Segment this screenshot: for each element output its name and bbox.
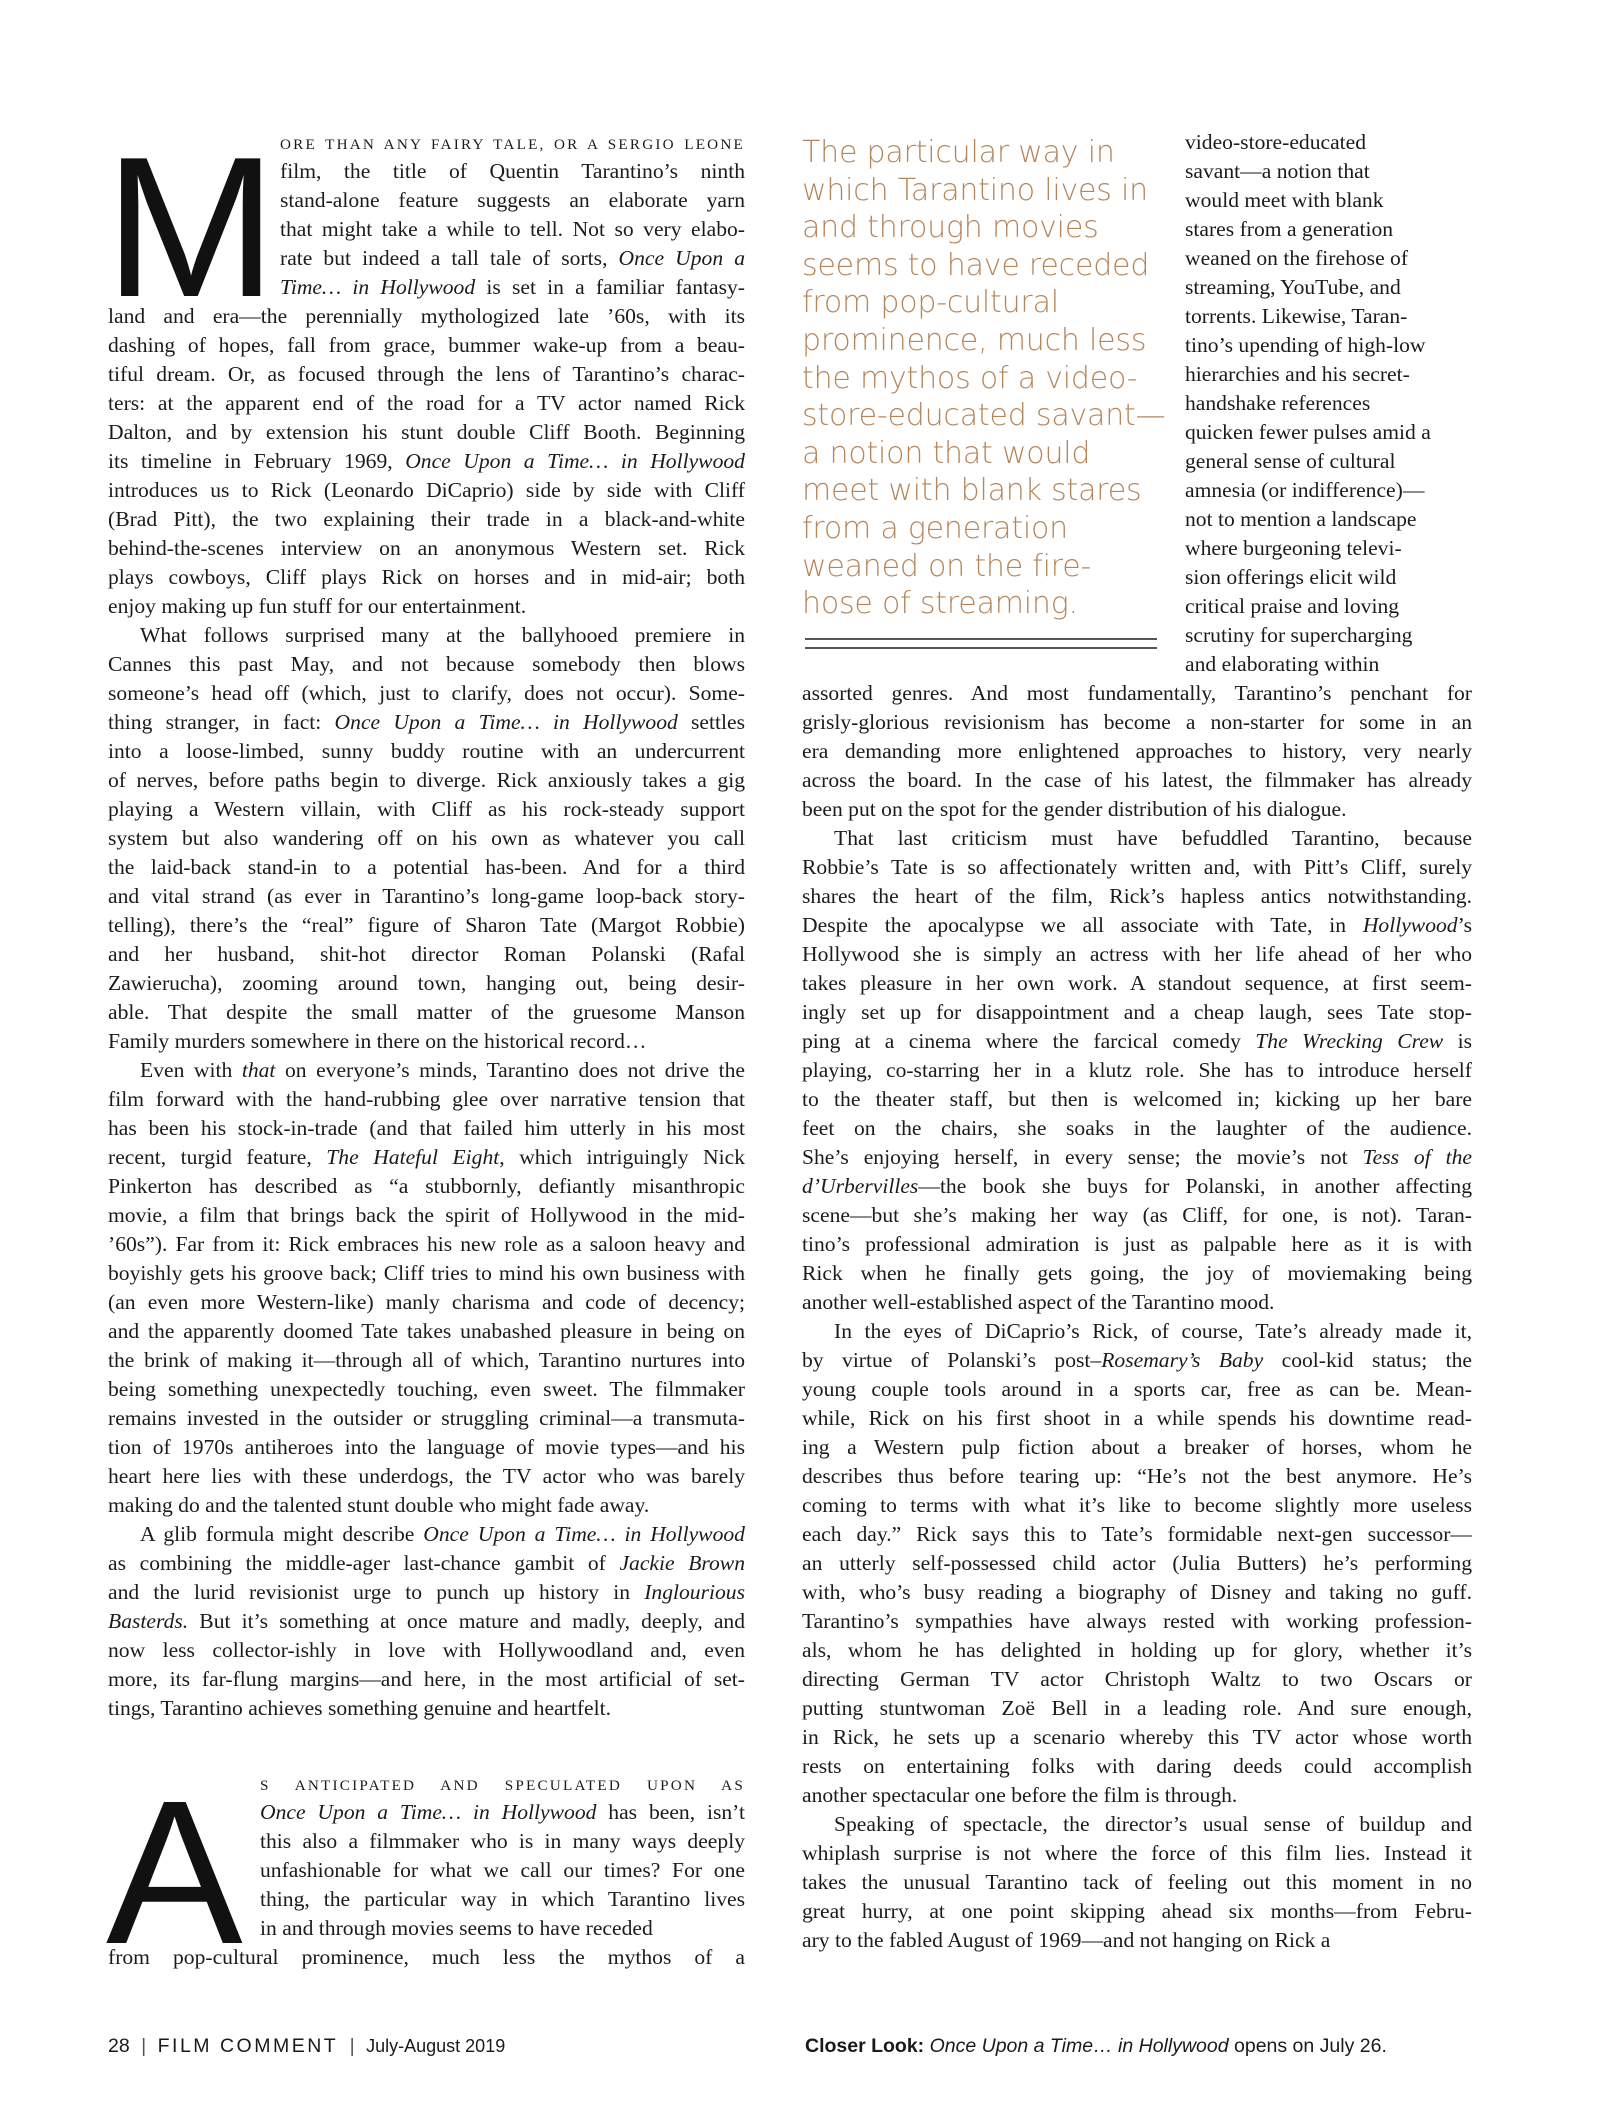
body-line: tion of 1970s antiheroes into the language of movie types—and his [108, 1435, 745, 1459]
pull-quote-line: and through movies [802, 210, 1099, 246]
body-line: ORE THAN ANY FAIRY TALE, OR A SERGIO LEONE [280, 136, 745, 153]
footer-separator: | [141, 2035, 147, 2057]
body-line: d’Urbervilles—the book she buys for Polanski, in another affecting [802, 1174, 1472, 1198]
body-line: savant—a notion that [1185, 159, 1370, 183]
body-line: Dalton, and by extension his stunt double Cliff Booth. Beginning [108, 420, 745, 444]
pull-quote-line: seems to have receded [802, 247, 1150, 283]
pull-quote-rule [805, 647, 1157, 649]
body-line: Speaking of spectacle, the director’s usual sense of buildup and [834, 1812, 1472, 1836]
pull-quote-line: weaned on the fire- [802, 548, 1092, 584]
body-line: ingly set up for disappointment and a cheap laugh, sees Tate stop- [802, 1000, 1472, 1024]
body-line: rests on entertaining folks with daring deeds could accomplish [802, 1754, 1472, 1778]
body-line: tiful dream. Or, as focused through the lens of Tarantino’s charac- [108, 362, 745, 386]
body-line: grisly-glorious revisionism has become a non-starter for some in an [802, 710, 1472, 734]
body-line: tino’s professional admiration is just as palpable here as it is with [802, 1232, 1472, 1256]
body-line: not to mention a landscape [1185, 507, 1417, 531]
closer-look-title: Once Upon a Time… in Hollywood [929, 2035, 1229, 2057]
body-line: able. That despite the small matter of the gruesome Manson [108, 1000, 745, 1024]
body-line: ters: at the apparent end of the road for a TV actor named Rick [108, 391, 745, 415]
body-line: movie, a film that brings back the spirit of Hollywood in the mid- [108, 1203, 745, 1227]
body-line: That last criticism must have befuddled Tarantino, because [834, 826, 1472, 850]
body-line: the brink of making it—through all of which, Tarantino nurtures into [108, 1348, 745, 1372]
body-line: takes pleasure in her own work. A standout sequence, at first seem- [802, 971, 1472, 995]
body-line: ’60s”). Far from it: Rick embraces his new role as a saloon heavy and [108, 1232, 745, 1256]
body-line: feet on the chairs, she soaks in the laughter of the audience. [802, 1116, 1472, 1140]
body-line: Robbie’s Tate is so affectionately written and, with Pitt’s Cliff, surely [802, 855, 1472, 879]
body-line: shares the heart of the film, Rick’s hapless antics notwithstanding. [802, 884, 1472, 908]
closer-look-text: opens on July 26. [1234, 2035, 1387, 2057]
pull-quote-line: the mythos of a video- [802, 360, 1138, 396]
pull-quote-line: prominence, much less [802, 322, 1147, 358]
body-line: era demanding more enlightened approaches to history, very nearly [802, 739, 1472, 763]
body-line: hierarchies and his secret- [1185, 362, 1410, 386]
body-line: stares from a generation [1185, 217, 1394, 241]
body-line: and elaborating within [1185, 652, 1380, 676]
body-line: been put on the spot for the gender distribution of his dialogue. [802, 797, 1347, 821]
body-line: torrents. Likewise, Taran- [1185, 304, 1408, 328]
body-line: film forward with the hand-rubbing glee over narrative tension that [108, 1087, 745, 1111]
body-line: scene—but she’s making her way (as Cliff, for one, is not). Taran- [802, 1203, 1472, 1227]
body-line: amnesia (or indifference)— [1185, 478, 1425, 502]
body-line: thing stranger, in fact: Once Upon a Time… in Hollywood settles [108, 710, 745, 734]
body-line: Zawierucha), zooming around town, hanging out, being desir- [108, 971, 745, 995]
closer-look-label: Closer Look: [805, 2035, 925, 2057]
pull-quote [802, 134, 1166, 623]
body-line: Family murders somewhere in there on the historical record… [108, 1029, 647, 1053]
body-line: great hurry, at one point skipping ahead six months—from Febru- [802, 1899, 1472, 1923]
body-line: Tarantino’s sympathies have always rested with working profession- [802, 1609, 1472, 1633]
body-line: Hollywood she is simply an actress with her life ahead of her who [802, 942, 1472, 966]
body-line: while, Rick on his first shoot in a while spends his downtime read- [802, 1406, 1472, 1430]
body-line: coming to terms with what it’s like to become slightly more useless [802, 1493, 1472, 1517]
body-line: ary to the fabled August of 1969—and not hanging on Rick a [802, 1928, 1331, 1952]
body-line: remains invested in the outsider or struggling criminal—a transmuta- [108, 1406, 745, 1430]
body-line: scrutiny for supercharging [1185, 623, 1413, 647]
body-line: into a loose-limbed, sunny buddy routine with an undercurrent [108, 739, 745, 763]
body-line: general sense of cultural [1185, 449, 1396, 473]
body-line: with, who’s busy reading a biography of Disney and taking no guff. [802, 1580, 1472, 1604]
pull-quote-line: from pop-cultural [802, 285, 1059, 321]
body-line: someone’s head off (which, just to clarify, does not occur). Some- [108, 681, 745, 705]
body-line: video-store-educated [1185, 130, 1367, 154]
pull-quote-line: a notion that would [802, 435, 1091, 471]
pull-quote-line: which Tarantino lives in [802, 172, 1149, 208]
body-line: now less collector-ishly in love with Hollywoodland and, even [108, 1638, 745, 1662]
pull-quote-line: hose of streaming. [802, 586, 1078, 622]
body-line: rate but indeed a tall tale of sorts, Once Upon a [280, 246, 745, 270]
body-line: Pinkerton has described as “a stubbornly, defiantly misanthropic [108, 1174, 745, 1198]
body-line: where burgeoning televi- [1185, 536, 1402, 560]
body-line: system but also wandering off on his own as whatever you call [108, 826, 745, 850]
body-line: als, whom he has delighted in holding up for glory, whether it’s [802, 1638, 1472, 1662]
body-line: ing a Western pulp fiction about a breaker of horses, whom he [802, 1435, 1472, 1459]
body-line: that might take a while to tell. Not so very elabo- [280, 217, 745, 241]
pull-quote-line: store-educated savant— [802, 398, 1166, 434]
body-line: as combining the middle-ager last-chance gambit of Jackie Brown [108, 1551, 745, 1575]
body-line: land and era—the perennially mythologized late ’60s, with its [108, 304, 745, 328]
body-line: directing German TV actor Christoph Waltz to two Oscars or [802, 1667, 1472, 1691]
body-line: and vital strand (as ever in Tarantino’s long-game loop-back story- [108, 884, 745, 908]
body-line: another spectacular one before the film is through. [802, 1783, 1238, 1807]
body-line: would meet with blank [1185, 188, 1384, 212]
body-line: weaned on the firehose of [1185, 246, 1409, 270]
body-line: and her husband, shit-hot director Roman Polanski (Rafal [108, 942, 745, 966]
footer-separator: | [349, 2035, 355, 2057]
body-line: critical praise and loving [1185, 594, 1400, 618]
body-line: S ANTICIPATED AND SPECULATED UPON AS [260, 1777, 745, 1794]
body-line: introduces us to Rick (Leonardo DiCaprio) side by side with Cliff [108, 478, 745, 502]
body-line: an utterly self-possessed child actor (Julia Butters) he’s performing [802, 1551, 1472, 1575]
body-line: She’s enjoying herself, in every sense; the movie’s not Tess of the [802, 1145, 1472, 1169]
issue-date: July-August 2019 [366, 2036, 506, 2056]
body-line: playing, co-starring her in a klutz role. She has to introduce herself [802, 1058, 1472, 1082]
body-line: unfashionable for what we call our times? For one [260, 1858, 745, 1882]
body-line: boyishly gets his groove back; Cliff tries to mind his own business with [108, 1261, 745, 1285]
body-line: playing a Western villain, with Cliff as his rock-steady support [108, 797, 745, 821]
body-line: Even with that on everyone’s minds, Tarantino does not drive the [140, 1058, 745, 1082]
body-line: from pop-cultural prominence, much less the mythos of a [108, 1945, 745, 1969]
drop-cap-a: A [106, 1758, 243, 1987]
body-line: each day.” Rick says this to Tate’s formidable next-gen successor— [802, 1522, 1472, 1546]
pull-quote-line: from a generation [802, 510, 1068, 546]
body-line: by virtue of Polanski’s post–Rosemary’s Baby cool-kid status; the [802, 1348, 1472, 1372]
body-line: making do and the talented stunt double who might fade away. [108, 1493, 650, 1517]
body-line: Basterds. But it’s something at once mature and madly, deeply, and [108, 1609, 745, 1633]
body-line: takes the unusual Tarantino tack of feeling out this moment in no [802, 1870, 1472, 1894]
body-line: A glib formula might describe Once Upon a Time… in Hollywood [140, 1522, 745, 1546]
body-line: of nerves, before paths begin to diverge. Rick anxiously takes a gig [108, 768, 745, 792]
body-line: has been his stock-in-trade (and that failed him utterly in his most [108, 1116, 745, 1140]
body-line: stand-alone feature suggests an elaborate yarn [280, 188, 745, 212]
body-line: more, its far-flung margins—and here, in the most artificial of set- [108, 1667, 745, 1691]
body-line: streaming, YouTube, and [1185, 275, 1401, 299]
body-line: (Brad Pitt), the two explaining their trade in a black-and-white [108, 507, 745, 531]
body-line: describes thus before tearing up: “He’s not the best anymore. He’s [802, 1464, 1472, 1488]
body-line: In the eyes of DiCaprio’s Rick, of course, Tate’s already made it, [834, 1319, 1472, 1343]
body-line: ping at a cinema where the farcical comedy The Wrecking Crew is [802, 1029, 1472, 1053]
pull-quote-rule [805, 638, 1157, 640]
body-line: Rick when he finally gets going, the joy of moviemaking being [802, 1261, 1472, 1285]
body-line: and the apparently doomed Tate takes unabashed pleasure in being on [108, 1319, 745, 1343]
body-line: tino’s upending of high-low [1185, 333, 1426, 357]
page-number: 28 [108, 2035, 130, 2057]
body-line: behind-the-scenes interview on an anonymous Western set. Rick [108, 536, 745, 560]
page-footer-right [805, 2035, 1387, 2058]
body-line: across the board. In the case of his latest, the filmmaker has already [802, 768, 1472, 792]
body-line: its timeline in February 1969, Once Upon a Time… in Hollywood [108, 449, 745, 473]
body-line: Time… in Hollywood is set in a familiar fantasy- [280, 275, 745, 299]
body-line: plays cowboys, Cliff plays Rick on horses and in mid-air; both [108, 565, 745, 589]
body-line: in Rick, he sets up a scenario whereby this TV actor whose worth [802, 1725, 1472, 1749]
body-line: and the lurid revisionist urge to punch up history in Inglourious [108, 1580, 745, 1604]
body-line: film, the title of Quentin Tarantino’s ninth [280, 159, 745, 183]
body-line: telling), there’s the “real” figure of Sharon Tate (Margot Robbie) [108, 913, 745, 937]
body-line: thing, the particular way in which Tarantino lives [260, 1887, 745, 1911]
body-line: dashing of hopes, fall from grace, bummer wake-up from a beau- [108, 333, 745, 357]
body-line: handshake references [1185, 391, 1371, 415]
body-line: this also a filmmaker who is in many ways deeply [260, 1829, 745, 1853]
page-footer-left [108, 2035, 505, 2058]
body-line: tings, Tarantino achieves something genuine and heartfelt. [108, 1696, 611, 1720]
body-line: whiplash surprise is not where the force of this film lies. Instead it [802, 1841, 1472, 1865]
publication-name: FILM COMMENT [157, 2035, 339, 2057]
body-line: heart here lies with these underdogs, the TV actor who was barely [108, 1464, 745, 1488]
body-line: assorted genres. And most fundamentally, Tarantino’s penchant for [802, 681, 1472, 705]
body-line: young couple tools around in a sports car, free as can be. Mean- [802, 1377, 1472, 1401]
body-line: quicken fewer pulses amid a [1185, 420, 1431, 444]
pull-quote-line: meet with blank stares [802, 473, 1142, 509]
body-line: Cannes this past May, and not because somebody then blows [108, 652, 745, 676]
body-line: another well-established aspect of the Tarantino mood. [802, 1290, 1275, 1314]
body-line: Despite the apocalypse we all associate with Tate, in Hollywood’s [802, 913, 1472, 937]
body-line: in and through movies seems to have receded [260, 1916, 653, 1940]
body-line: to the theater staff, but then is welcomed in; kicking up her bare [802, 1087, 1472, 1111]
body-line: enjoy making up fun stuff for our entertainment. [108, 594, 527, 618]
body-line: sion offerings elicit wild [1185, 565, 1397, 589]
body-line: the laid-back stand-in to a potential has-been. And for a third [108, 855, 745, 879]
body-line: (an even more Western-like) manly charisma and code of decency; [108, 1290, 745, 1314]
body-line: What follows surprised many at the ballyhooed premiere in [140, 623, 745, 647]
body-line: Once Upon a Time… in Hollywood has been, isn’t [260, 1800, 745, 1824]
pull-quote-line: The particular way in [802, 135, 1115, 170]
body-line: being something unexpectedly touching, even sweet. The filmmaker [108, 1377, 745, 1401]
body-line: recent, turgid feature, The Hateful Eight, which intriguingly Nick [108, 1145, 745, 1169]
drop-cap-m: M [104, 116, 278, 339]
body-line: putting stuntwoman Zoë Bell in a leading role. And sure enough, [802, 1696, 1472, 1720]
